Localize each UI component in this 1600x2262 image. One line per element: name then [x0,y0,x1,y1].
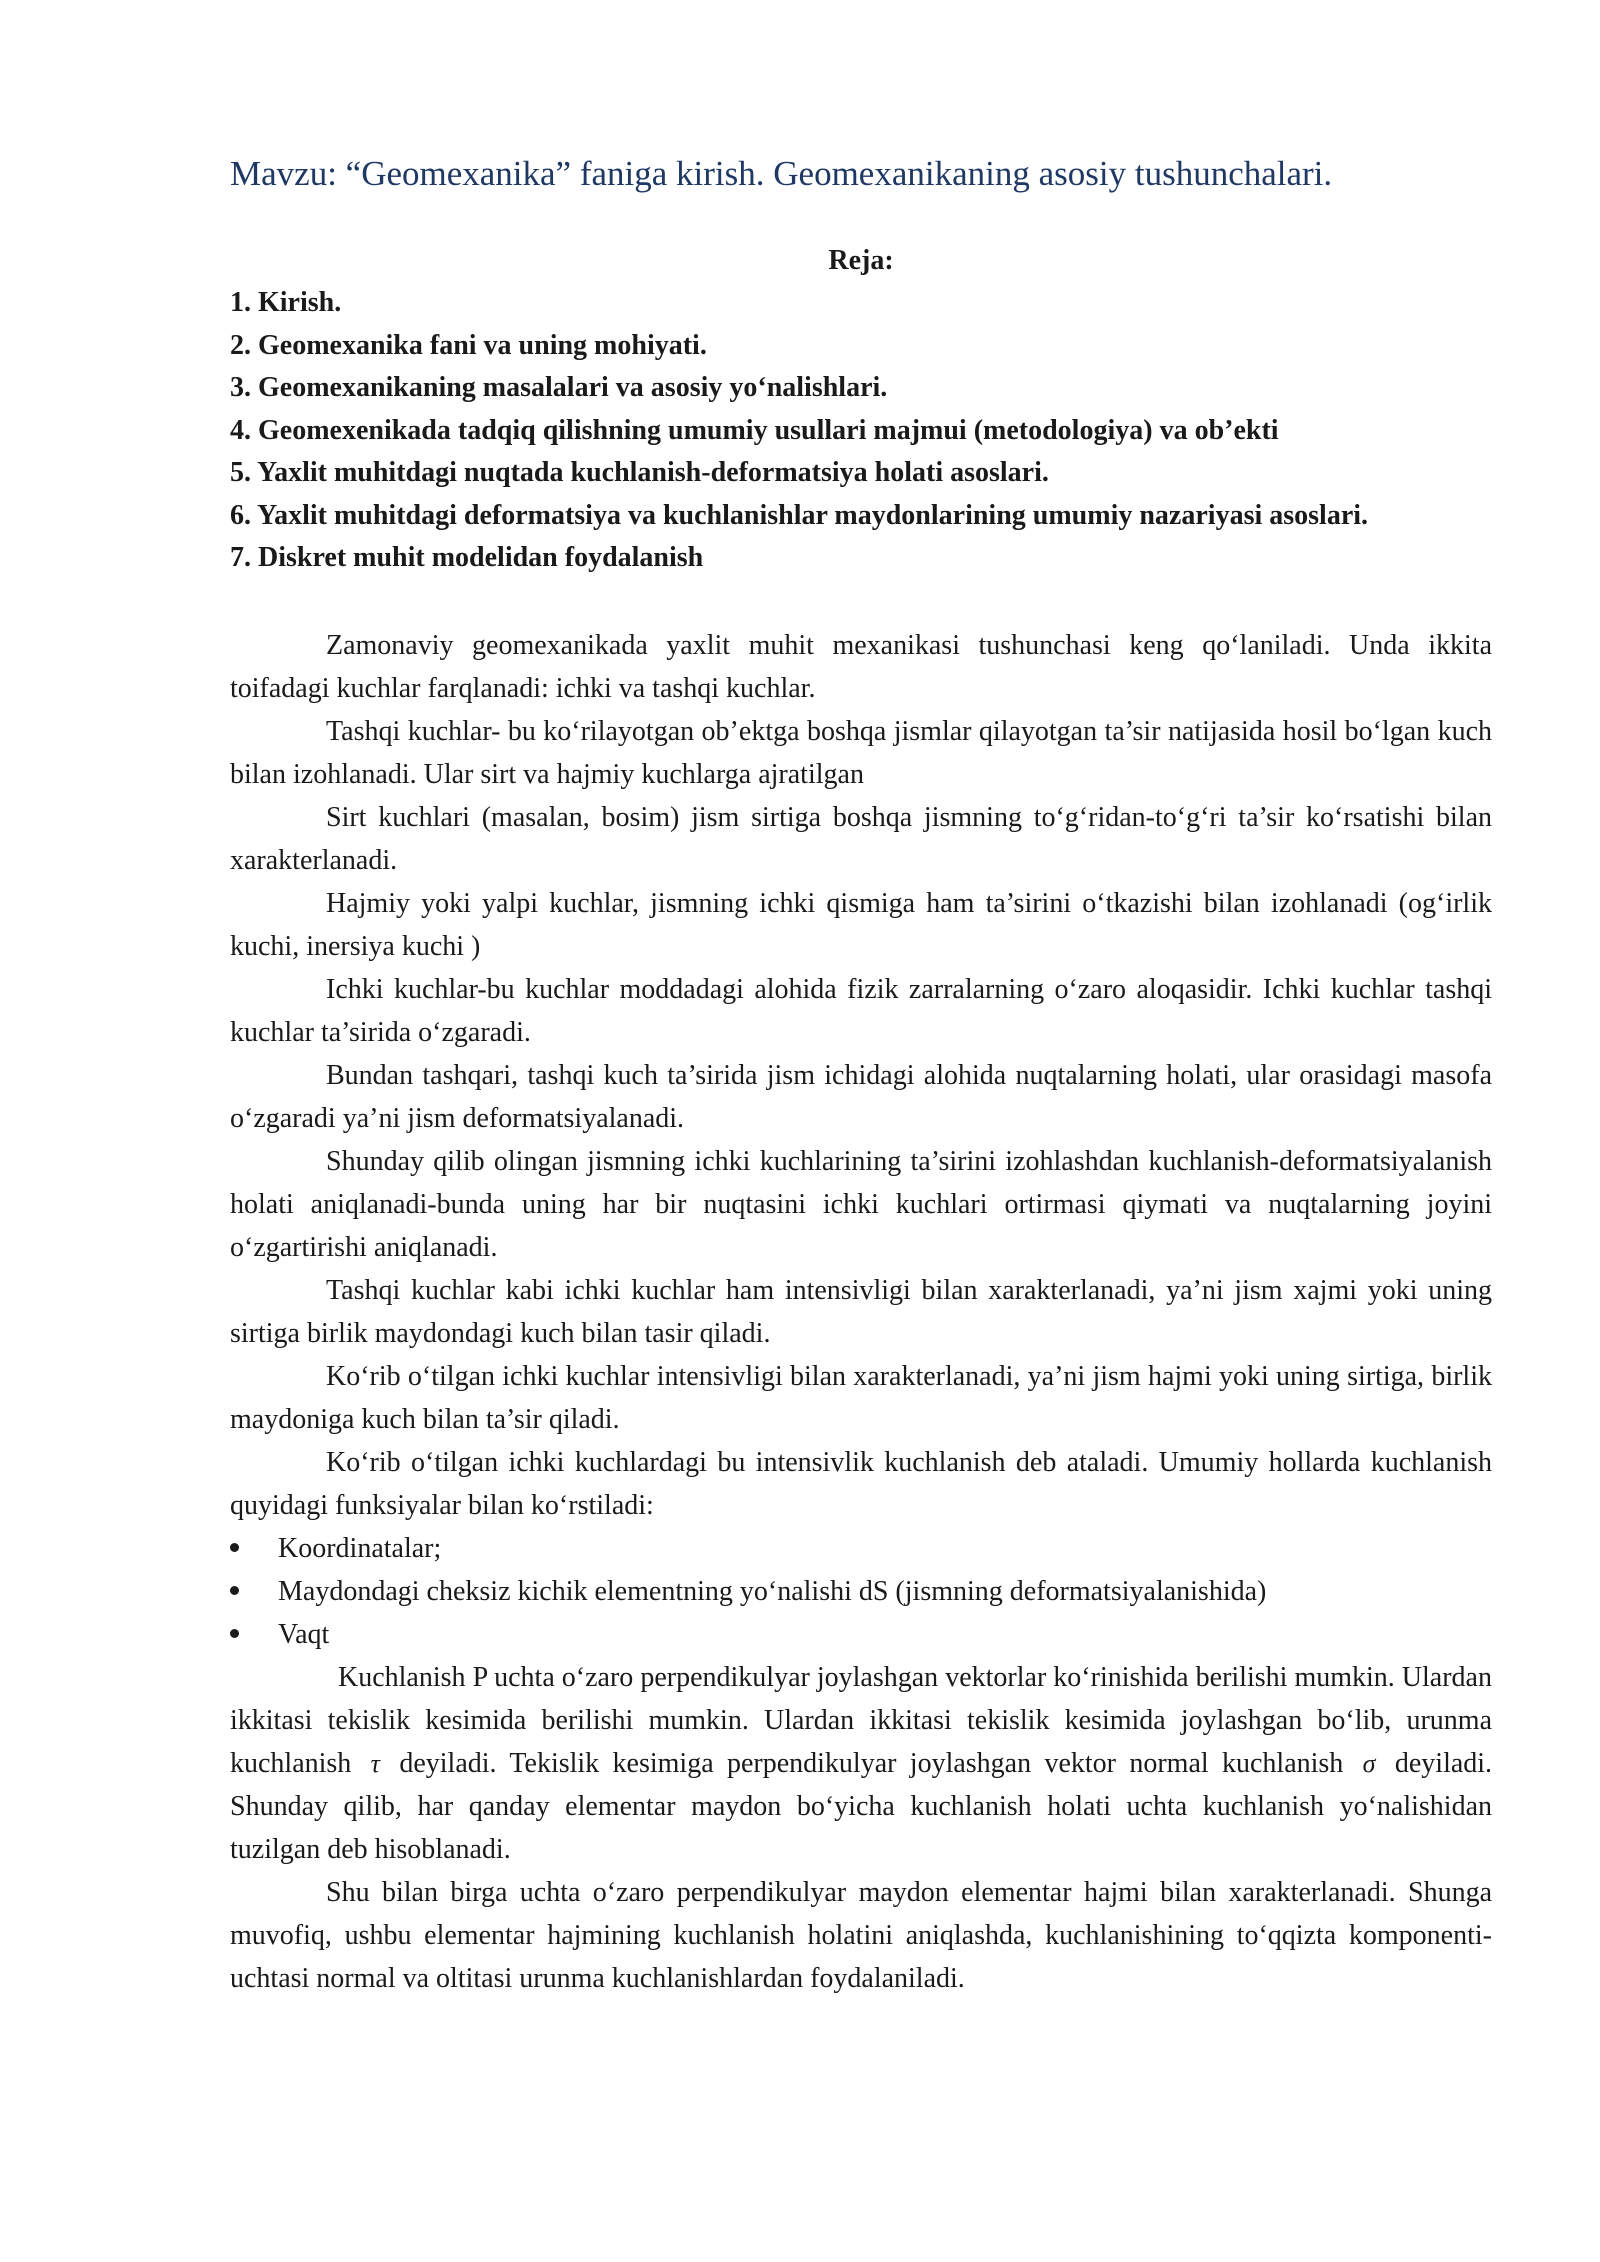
plan-heading: Reja: [828,245,894,276]
plan-item: 1. Kirish. [230,287,342,318]
plan-item: 5. Yaxlit muhitdagi nuqtada kuchlanish-deformatsiya holati asoslari. [230,457,1049,488]
bullet-text: Koordinatalar; [278,1532,442,1564]
stress-text-part2: deyiladi. Tekislik kesimiga perpendikulyar joylashgan vektor normal kuchlanish [399,1747,1344,1779]
paragraph: Tashqi kuchlar kabi ichki kuchlar ham intensivligi bilan xarakterlanadi, ya’ni jism xajmi yoki uning sirtiga birlik maydondagi kuch bilan tasir qiladi. [230,1274,1492,1349]
paragraph: Zamonaviy geomexanikada yaxlit muhit mexanikasi tushunchasi keng qo‘laniladi. Unda ikkita toifadagi kuchlar farqlanadi: ichki va tashqi kuchlar. [230,629,1492,704]
paragraph: Ko‘rib o‘tilgan ichki kuchlar intensivligi bilan xarakterlanadi, ya’ni jism hajmi yoki uning sirtiga, birlik maydoniga kuch bilan ta’sir qiladi. [230,1360,1492,1435]
plan-item: 3. Geomexanikaning masalalari va asosiy yo‘nalishlari. [230,372,888,403]
plan-item: 4. Geomexenikada tadqiq qilishning umumiy usullari majmui (metodologiya) va ob’ekti [230,414,1279,446]
paragraph: Sirt kuchlari (masalan, bosim) jism sirtiga boshqa jismning to‘g‘ridan-to‘g‘ri ta’sir ko‘rsatishi bilan xarakterlanadi. [230,801,1492,876]
sigma-symbol: σ [1362,1748,1376,1778]
document-title: Mavzu: “Geomexanika” faniga kirish. Geomexanikaning asosiy tushunchalari. [230,154,1333,193]
bullet-list [230,1527,1492,1656]
paragraph: Hajmiy yoki yalpi kuchlar, jismning ichki qismiga ham ta’sirini o‘tkazishi bilan izohlanadi (og‘irlik kuchi, inersiya kuchi ) [230,887,1492,962]
bullet-dot-icon [230,1543,239,1552]
bullet-item [230,1527,1492,1570]
stress-text-part1: Kuchlanish P uchta o‘zaro perpendikulyar joylashgan vektorlar ko‘rinishida berilishi mumkin. Ulardan ikkitasi tekislik kesimida berilishi mumkin. Ulardan ikkitasi tekislik kesimida joylashgan bo‘lib, urunma kuchlanish [230,1661,1492,1779]
stress-paragraph [230,1656,1492,1871]
bullet-dot-icon [230,1586,239,1595]
bullet-dot-icon [230,1629,239,1638]
body-text [230,624,1492,2000]
final-paragraph: Shu bilan birga uchta o‘zaro perpendikulyar maydon elementar hajmi bilan xarakterlanadi. Shunga muvofiq, ushbu elementar hajmining kuchlanish holatini aniqlashda, kuchlanishining to‘qqizta komponenti-uchtasi normal va oltitasi urunma kuchlanishlardan foydalaniladi. [230,1876,1492,1994]
bullet-text: Vaqt [278,1618,330,1650]
bullet-item [230,1613,1492,1656]
plan-item: 6. Yaxlit muhitdagi deformatsiya va kuchlanishlar maydonlarining umumiy nazariyasi asoslari. [230,499,1369,531]
bullet-item [230,1570,1492,1613]
stress-text-part3: deyiladi. Shunday qilib, har qanday elementar maydon bo‘yicha kuchlanish holati uchta kuchlanish yo‘nalishidan tuzilgan deb hisoblanadi. [230,1747,1493,1865]
document-page [230,150,1492,2000]
paragraph: Shunday qilib olingan jismning ichki kuchlarining ta’sirini izohlashdan kuchlanish-deformatsiyalanish holati aniqlanadi-bunda uning har bir nuqtasini ichki kuchlari ortirmasi qiymati va nuqtalarning joyini o‘zgartirishi aniqlanadi. [230,1145,1492,1263]
paragraph: Bundan tashqari, tashqi kuch ta’sirida jism ichidagi alohida nuqtalarning holati, ular orasidagi masofa o‘zgaradi ya’ni jism deformatsiyalanadi. [230,1059,1492,1134]
plan-item: 2. Geomexanika fani va uning mohiyati. [230,329,707,361]
bullet-text: Maydondagi cheksiz kichik elementning yo‘nalishi dS (jismning deformatsiyalanishida) [278,1575,1267,1607]
paragraph: Ko‘rib o‘tilgan ichki kuchlardagi bu intensivlik kuchlanish deb ataladi. Umumiy hollarda kuchlanish quyidagi funksiyalar bilan ko‘rstiladi: [230,1446,1492,1521]
paragraph: Ichki kuchlar-bu kuchlar moddadagi alohida fizik zarralarning o‘zaro aloqasidir. Ichki kuchlar tashqi kuchlar ta’sirida o‘zgaradi. [230,973,1492,1048]
paragraph: Tashqi kuchlar- bu ko‘rilayotgan ob’ektga boshqa jismlar qilayotgan ta’sir natijasida hosil bo‘lgan kuch bilan izohlanadi. Ular sirt va hajmiy kuchlarga ajratilgan [230,715,1492,790]
plan-item: 7. Diskret muhit modelidan foydalanish [230,542,704,573]
plan-list [230,282,1492,580]
tau-symbol: τ [370,1748,380,1778]
